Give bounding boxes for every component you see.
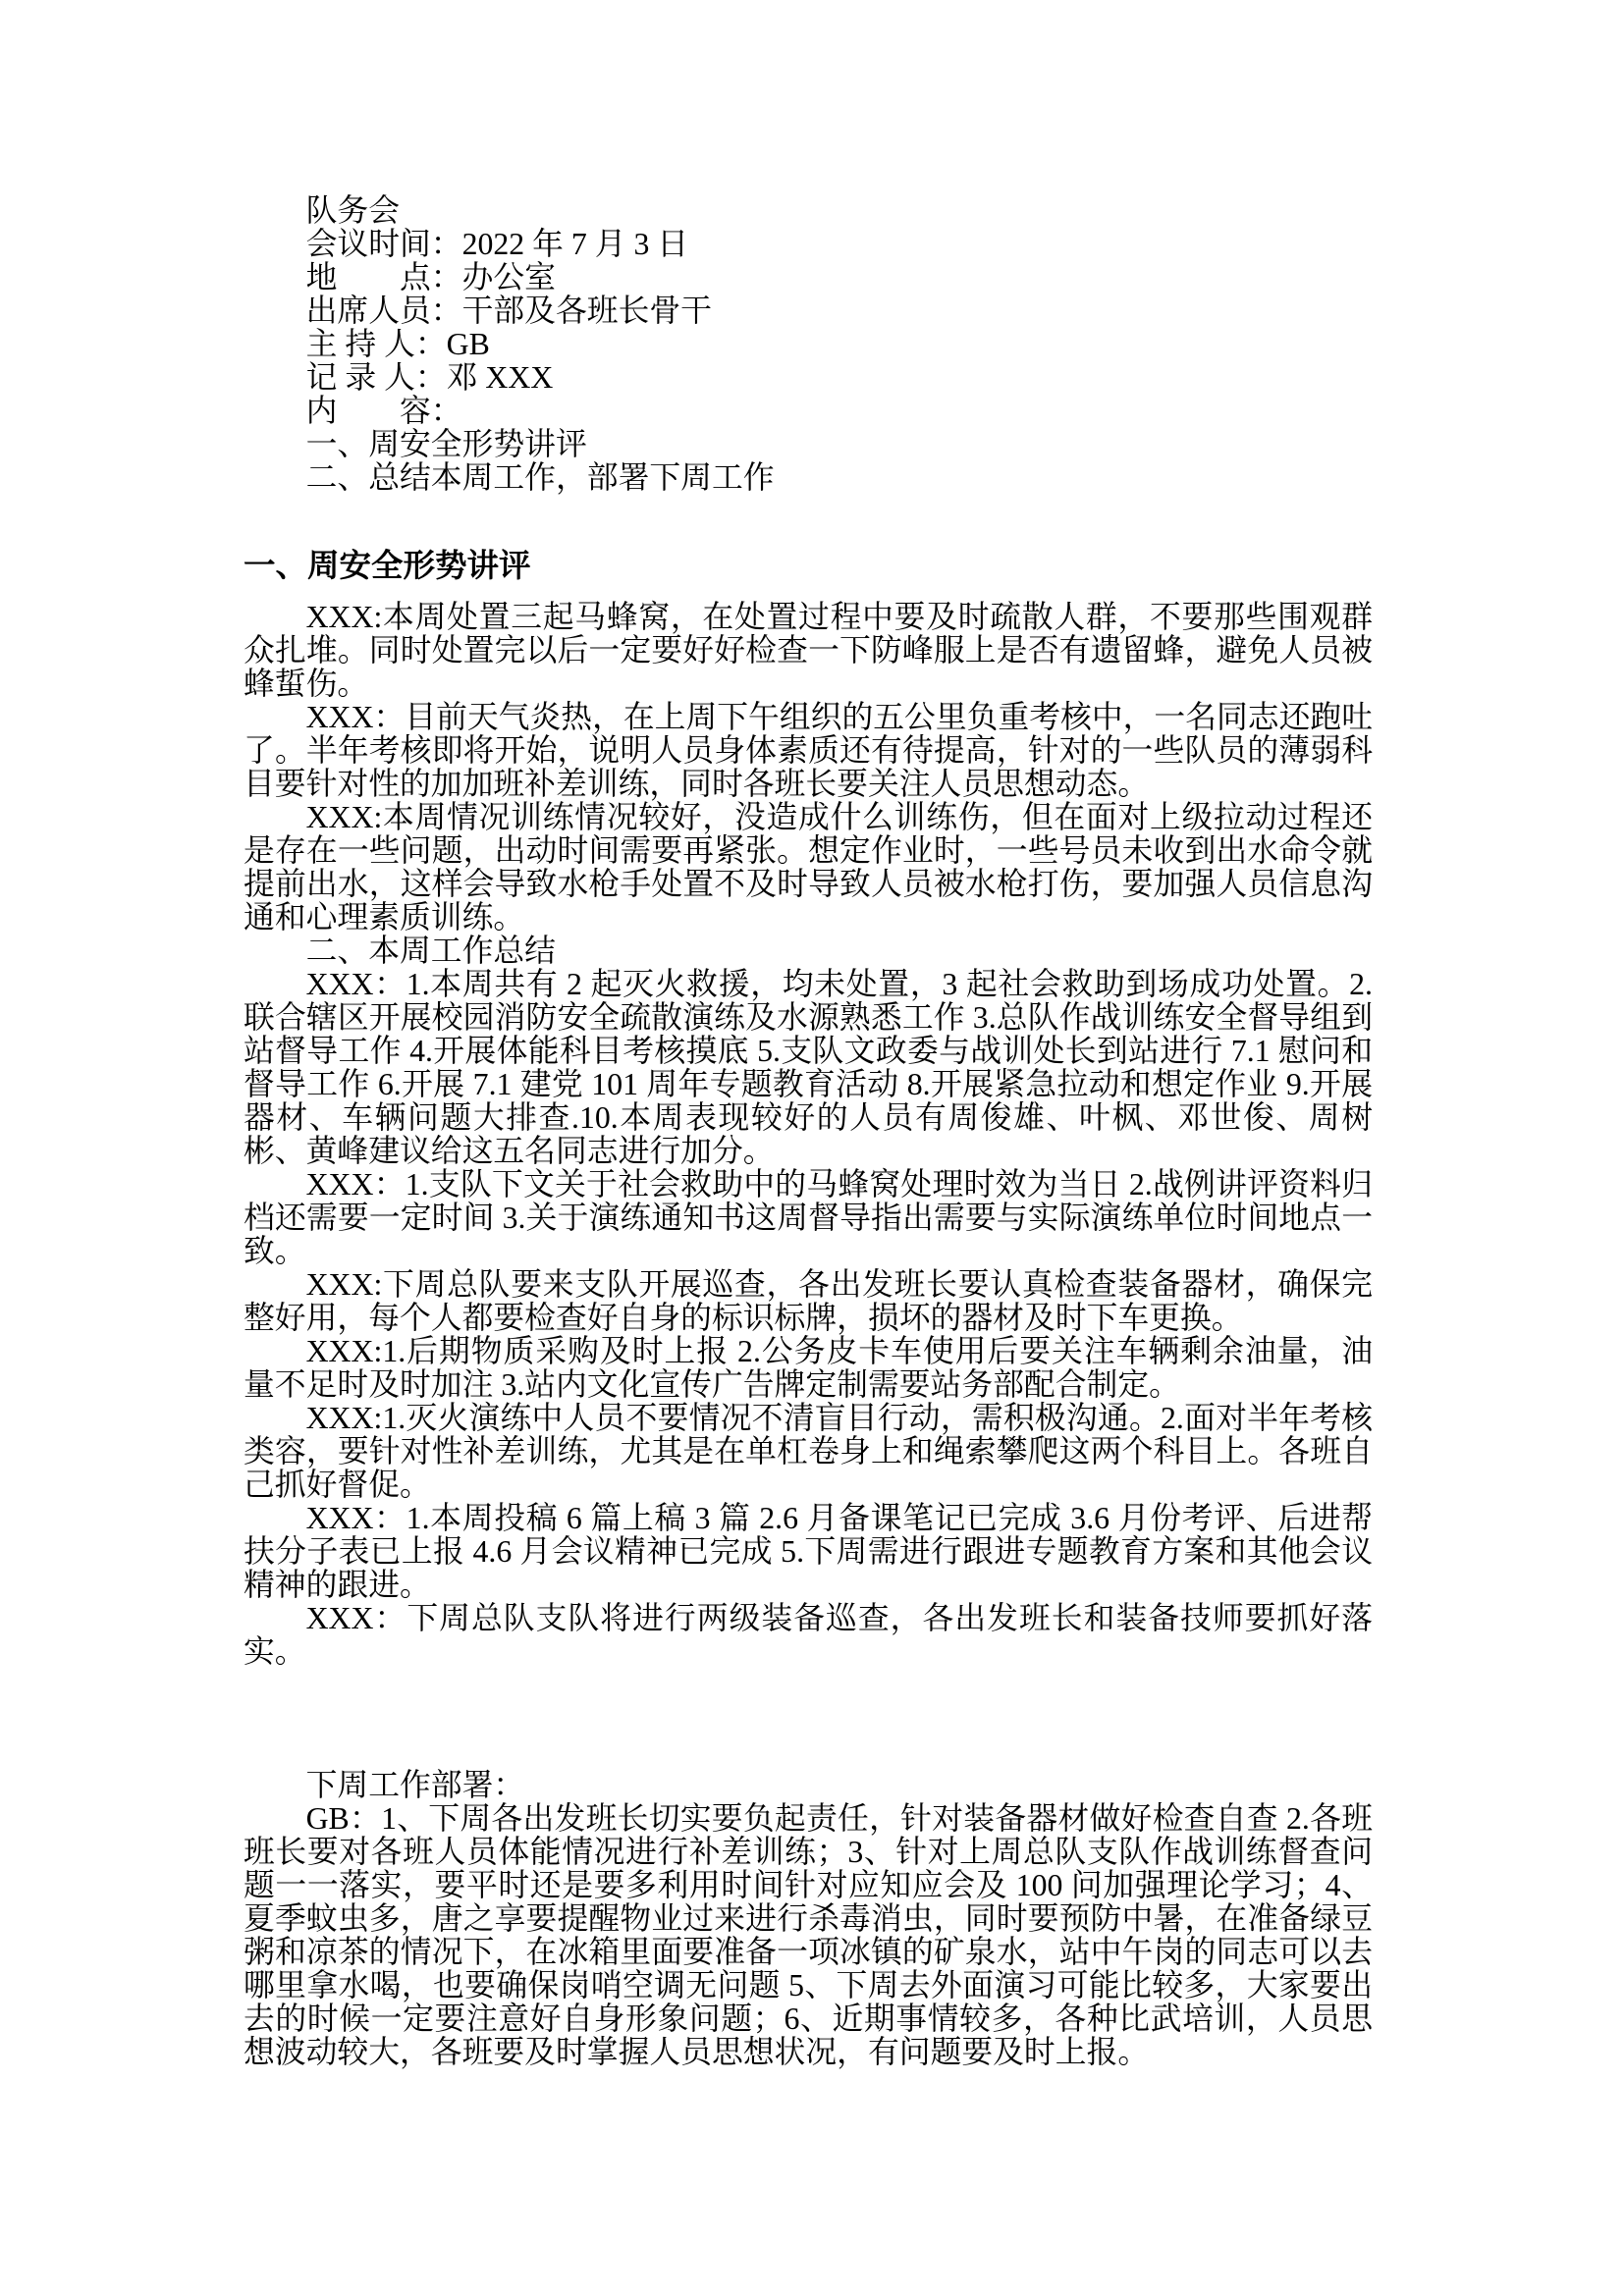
speaker-paragraph-heat-assessment: XXX：目前天气炎热，在上周下午组织的五公里负重考核中，一名同志还跑吐了。半年考核即将开始，说明人员身体素质还有待提高，针对的一些队员的薄弱科目要针对性的加加班补差训练，同时各班长要关注人员思想动态。 bbox=[244, 700, 1373, 801]
speaker-paragraph-procurement: XXX:1.后期物质采购及时上报 2.公务皮卡车使用后要关注车辆剩余油量，油量不足时及时加注 3.站内文化宣传广告牌定制需要站务部配合制定。 bbox=[244, 1334, 1373, 1402]
meeting-body bbox=[244, 601, 1373, 1669]
meeting-header bbox=[244, 194, 1373, 495]
speaker-paragraph-inspection: XXX:下周总队要来支队开展巡查，各出发班长要认真检查装备器材，确保完整好用，每个人都要检查好自身的标识标牌，损坏的器材及时下车更换。 bbox=[244, 1267, 1373, 1335]
agenda-item-2: 二、总结本周工作，部署下周工作 bbox=[305, 460, 775, 495]
meeting-time-line: 会议时间：2022 年 7 月 3 日 bbox=[305, 227, 689, 261]
gb-deployment-paragraph: GB：1、下周各出发班长切实要负起责任，针对装备器材做好检查自查 2.各班班长要对各班人员体能情况进行补差训练；3、针对上周总队支队作战训练督查问题一一落实，要平时还是要多利用时间针对应知应会及 100 问加强理论学习；4、夏季蚊虫多，唐之享要提醒物业过来进行杀毒消虫，同时要预防中暑，在准备绿豆粥和凉茶的情况下，在冰箱里面要准备一项冰镇的矿泉水，站中午岗的同志可以去哪里拿水喝，也要确保岗哨空调无问题 5、下周去外面演习可能比较多，大家要出去的时候一定要注意好自身形象问题；6、近期事情较多，各种比武培训，人员思想波动较大，各班要及时掌握人员思想状况，有问题要及时上报。 bbox=[244, 1801, 1373, 2069]
speaker-paragraph-beehive: XXX:本周处置三起马蜂窝，在处置过程中要及时疏散人群，不要那些围观群众扎堆。同时处置完以后一定要好好检查一下防峰服上是否有遗留蜂，避免人员被蜂蜇伤。 bbox=[244, 600, 1373, 701]
speaker-paragraph-week-summary: XXX：1.本周共有 2 起灭火救援，均未处置，3 起社会救助到场成功处置。2.联合辖区开展校园消防安全疏散演练及水源熟悉工作 3.总队作战训练安全督导组到站督导工作 4.开展体能科目考核摸底 5.支队文政委与战训处长到站进行 7.1 慰问和督导工作 6.开展 7.1 建党 101 周年专题教育活动 8.开展紧急拉动和想定作业 9.开展器材、车辆问题大排查.10.本周表现较好的人员有周俊雄、叶枫、邓世俊、周树彬、黄峰建议给这五名同志进行加分。 bbox=[244, 967, 1373, 1168]
location-line: 地 点：办公室 bbox=[305, 260, 556, 294]
host-line: 主 持 人：GB bbox=[305, 327, 490, 361]
section-heading-safety-review: 一、周安全形势讲评 bbox=[244, 548, 531, 583]
speaker-paragraph-publications: XXX：1.本周投稿 6 篇上稿 3 篇 2.6 月备课笔记已完成 3.6 月份考评、后进帮扶分子表已上报 4.6 月会议精神已完成 5.下周需进行跟进专题教育方案和其他会议精神的跟进。 bbox=[244, 1501, 1373, 1602]
speaker-paragraph-equipment-patrol: XXX：下周总队支队将进行两级装备巡查，各出发班长和装备技师要抓好落实。 bbox=[244, 1601, 1373, 1669]
speaker-paragraph-training: XXX:本周情况训练情况较好，没造成什么训练伤，但在面对上级拉动过程还是存在一些问题，出动时间需要再紧张。想定作业时，一些号员未收到出水命令就提前出水，这样会导致水枪手处置不及时导致人员被水枪打伤，要加强人员信息沟通和心理素质训练。 bbox=[244, 800, 1373, 934]
blank-space bbox=[244, 1669, 1373, 1769]
doc-title: 队务会 bbox=[305, 193, 400, 228]
attendees-line: 出席人员：干部及各班长骨干 bbox=[305, 294, 712, 328]
content-label-line: 内 容： bbox=[305, 394, 462, 428]
week-summary-subheading: 二、本周工作总结 bbox=[305, 934, 556, 968]
recorder-line: 记 录 人：邓 XXX bbox=[305, 360, 554, 395]
next-week-plan-heading: 下周工作部署： bbox=[305, 1768, 525, 1802]
agenda-item-1: 一、周安全形势讲评 bbox=[305, 427, 587, 461]
speaker-paragraph-squadron-notice: XXX：1.支队下文关于社会救助中的马蜂窝处理时效为当日 2.战例讲评资料归档还需要一定时间 3.关于演练通知书这周督导指出需要与实际演练单位时间地点一致。 bbox=[244, 1167, 1373, 1268]
speaker-paragraph-drill-comm: XXX:1.灭火演练中人员不要情况不清盲目行动，需积极沟通。2.面对半年考核类容，要针对性补差训练，尤其是在单杠卷身上和绳索攀爬这两个科目上。各班自己抓好督促。 bbox=[244, 1401, 1373, 1502]
